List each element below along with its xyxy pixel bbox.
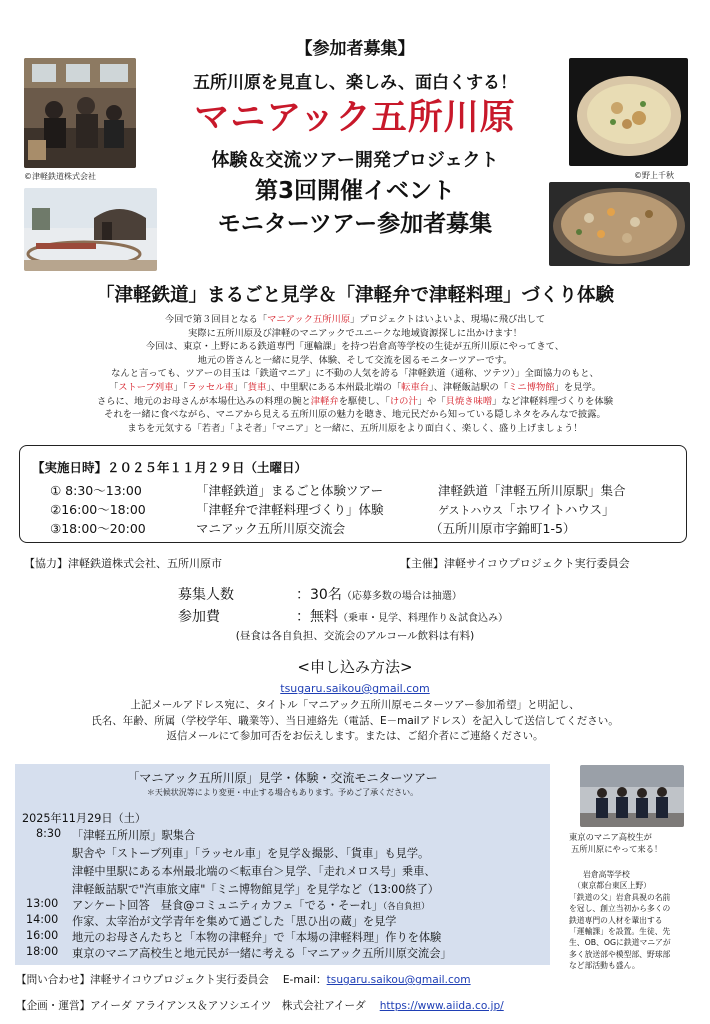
- credit-photographer: ©野上千秋: [634, 171, 674, 180]
- schedule-row-2-place: ゲストハウス「ホワイトハウス」: [438, 502, 615, 517]
- catchphrase: 五所川原を見直し、楽しみ、面白くする！: [192, 73, 518, 93]
- schedule-row-1-place: 津軽鉄道「津軽五所川原駅」集合: [438, 483, 626, 498]
- tour-event-2: アンケート回答 昼食@コミュニティカフェ「でる・そーれ」（各自負担）: [72, 899, 430, 912]
- credit-tsugaru-railway: ©津軽鉄道株式会社: [24, 172, 96, 181]
- intro-line-3: 今回は、東京・上野にある鉄道専門「運輸課」を持つ岩倉高等学校の生徒が五所川原にやってきて、: [145, 341, 565, 353]
- tour-event-5: 東京のマニア高校生と地元民が一緒に考える「マニアック五所川原交流会」: [72, 947, 452, 960]
- schedule-row-2-time: ②16:00～18:00: [50, 502, 146, 517]
- tour-time-4: 16:00: [26, 929, 59, 942]
- recruit-heading: 【参加者募集】: [295, 39, 415, 59]
- contact-line: 【問い合わせ】津軽サイコウプロジェクト実行委員会 E-mail：tsugaru.saikou@gmail.com: [16, 974, 471, 986]
- organizer-credit: 【主催】津軽サイコウプロジェクト実行委員会: [400, 557, 630, 570]
- tour-event-4: 地元のお母さんたちと「本物の津軽弁」で「本場の津軽料理」作りを体験: [72, 931, 442, 944]
- main-title: マニアック五所川原: [194, 98, 516, 138]
- fee-label: 参加費: [178, 609, 220, 625]
- apply-heading: <申し込み方法>: [297, 658, 413, 676]
- capacity-value: ：30名（応募多数の場合は抽選）: [296, 587, 462, 603]
- lunch-note: (昼食は各自負担、交流会のアルコール飲料は有料): [235, 630, 475, 642]
- schedule-date-heading: 【実施日時】２０２５年１１月２９日（土曜日）: [32, 460, 308, 475]
- intro-line-7: さらに、地元のお母さんが本場仕込みの料理の腕と津軽弁を駆使し、「けの汁」や「貝焼き味噌」など津軽料理づくりを体験: [96, 395, 614, 407]
- schedule-row-1-time: ① 8:30～13:00: [50, 483, 142, 498]
- tour-time-3: 14:00: [26, 913, 59, 926]
- intro-line-5: なんと言っても、ツアーの目玉は「鉄道マニア」に不動の人気を誇る「津軽鉄道（通称、ツテツ）」全面協力のもと、: [111, 368, 599, 380]
- tour-title: 「マニアック五所川原」見学・体験・交流モニターツアー: [127, 771, 438, 785]
- tour-event-3: 作家、太宰治が文学青年を集めて過ごした「思ひ出の蔵」を見学: [72, 915, 397, 928]
- planning-url-link[interactable]: https://www.aiida.co.jp/: [379, 1000, 504, 1012]
- tour-event-1-detail-a: 駅舎や「ストーブ列車」「ラッセル車」を見学＆撮影、「貨車」も見学。: [72, 847, 430, 860]
- intro-line-8: それを一緒に食べながら、マニアから見える五所川原の魅力を聴き、地元民だから知っている隠しネタをみんなで披露。: [104, 409, 606, 421]
- tour-event-1-detail-c: 津軽飯詰駅で"汽車旅文庫"「ミニ博物館見学」を見学など（13:00終了）: [72, 883, 439, 896]
- tour-event-1: 「津軽五所川原」駅集合: [72, 829, 196, 842]
- event-number: 第3回開催イベント: [254, 178, 455, 204]
- schedule-row-3-time: ③18:00～20:00: [50, 521, 146, 536]
- tour-time-5: 18:00: [26, 945, 59, 958]
- tour-time-1: 8:30: [36, 827, 62, 840]
- project-name: 体験＆交流ツアー開発プロジェクト: [211, 150, 499, 171]
- intro-line-4: 地元の皆さんと一緒に見学、体験、そして交流を図るモニターツアーです。: [197, 354, 513, 366]
- contact-email-link[interactable]: tsugaru.saikou@gmail.com: [326, 974, 471, 986]
- iwakura-school-description: 岩倉高等学校 （東京都台東区上野） 「鉄道の父」岩倉具視の名前 を冠し、創立当初から多くの 鉄道専門の人材を輩出する 「運輸課」を設置。生徒、先 生、OB、OGに鉄道マニアが 多く放送部や模型部、野球部 など部活動も盛ん。: [569, 870, 671, 971]
- planning-line: 【企画・運営】アイーダ アライアンス＆アソシエイツ 株式会社アイーダ https://www.aiida.co.jp/: [16, 1000, 504, 1012]
- tour-weather-note: ＊天候状況等により変更・中止する場合もあります。予めご了承ください。: [146, 788, 419, 797]
- side-caption-headline: 東京のマニア高校生が 五所川原にやって来る！: [569, 832, 663, 854]
- tour-date: 2025年11月29日（土）: [22, 812, 147, 825]
- tour-event-1-detail-b: 津軽中里駅にある本州最北端の＜転車台＞見学、「走れメロス号」乗車、: [72, 865, 436, 878]
- intro-line-1: 今回で第３回目となる「マニアック五所川原」プロジェクトはいよいよ、現場に飛び出して: [164, 314, 546, 325]
- cooperation-credit: 【協力】津軽鉄道株式会社、五所川原市: [24, 557, 222, 570]
- apply-instructions: 上記メールアドレス宛に、タイトル「マニアック五所川原モニターツアー参加希望」と明記し、 氏名、年齢、所属（学校学年、職業等）、当日連絡先（電話、E－mailアドレス）を記入して送信してください。 返信メールにて参加可否をお伝えします。または、ご紹介者にご連絡ください。: [91, 699, 619, 742]
- intro-line-9: まちを元気する「若者」「よそ者」「マニア」と一緒に、五所川原をより面白く、楽しく、盛り上げましょう！: [127, 422, 583, 434]
- students-photo: [580, 765, 684, 827]
- fee-value: ：無料（乗車・見学、料理作り＆試食込み）: [296, 609, 508, 625]
- schedule-row-3-place: （五所川原市字錦町1-5）: [430, 521, 576, 536]
- tour-time-2: 13:00: [26, 897, 59, 910]
- intro-paragraph: [14, 313, 696, 435]
- monitor-tour-heading: モニターツアー参加者募集: [217, 211, 493, 237]
- schedule-row-2-event: 「津軽弁で津軽料理づくり」体験: [196, 502, 384, 517]
- intro-line-6: 「ストーブ列車」「ラッセル車」「貨車」、中里駅にある本州最北端の「転車台」、津軽飯詰駅の「ミニ博物館」を見学。: [108, 381, 602, 393]
- schedule-row-1-event: 「津軽鉄道」まるごと体験ツアー: [196, 483, 384, 498]
- intro-line-2: 実際に五所川原及び津軽のマニアックでユニークな地域資源探しに出かけます！: [187, 327, 523, 339]
- event-subtitle: 「津軽鉄道」まるごと見学＆「津軽弁で津軽料理」づくり体験: [95, 285, 614, 306]
- apply-email-link[interactable]: tsugaru.saikou@gmail.com: [280, 682, 430, 695]
- capacity-label: 募集人数: [178, 587, 234, 603]
- schedule-row-3-event: マニアック五所川原交流会: [196, 521, 346, 536]
